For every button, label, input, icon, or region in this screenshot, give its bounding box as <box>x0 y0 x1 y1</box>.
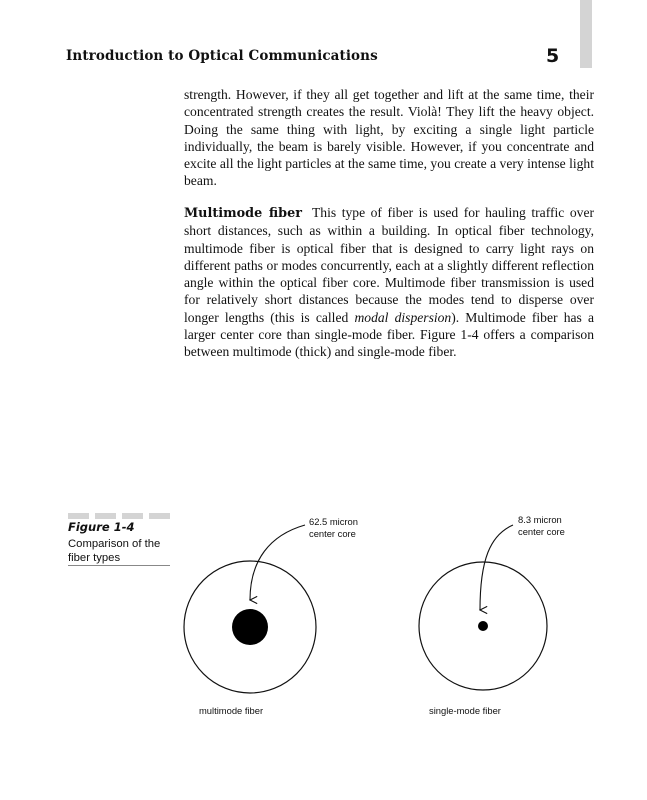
multimode-core-label-line2: center core <box>309 528 356 539</box>
multimode-pointer-arrow <box>250 525 305 600</box>
figure-caption: Comparison of the fiber types <box>68 538 161 564</box>
singlemode-core <box>478 621 488 631</box>
multimode-core-label-line1: 62.5 micron <box>309 516 358 527</box>
multimode-core <box>232 609 268 645</box>
figure-label: Figure 1-4 <box>68 520 135 534</box>
run-in-heading: Multimode fiber <box>184 206 302 221</box>
singlemode-core-label-line1: 8.3 micron <box>518 514 562 525</box>
running-head-title: Introduction to Optical Communications <box>66 48 378 64</box>
page-number: 5 <box>546 45 560 67</box>
italic-term: modal dispersion <box>354 309 452 325</box>
paragraph-1: strength. However, if they all get together and lift at the same time, their concentrated strength creates the result. Violà! They lift the heavy object. Doing the same thing with light, by exciting a single light particle individually, the beam is barely visible. However, if you concentrate and excite all the light particles at the same time, you create a very intense light beam. <box>184 87 594 189</box>
multimode-name-label: multimode fiber <box>199 705 264 716</box>
singlemode-name-label: single-mode fiber <box>429 705 501 716</box>
paragraph-text-b: ). Multimode fiber has a larger center core than single-mode fiber. Figure 1-4 offers a comparison between multimode (thick) and single-mode fiber. <box>184 309 594 360</box>
singlemode-core-label-line2: center core <box>518 526 565 537</box>
paragraph-text-a: This type of fiber is used for hauling traffic over short distances, such as within a building. In optical fiber technology, multimode fiber is optical fiber that is designed to carry light rays on different paths or modes concurrently, each at a slightly different reflection angle within the optical fiber core. Multimode fiber transmission is used for relatively short distances because the modes tend to disperse over longer lengths (this is called <box>184 205 595 325</box>
